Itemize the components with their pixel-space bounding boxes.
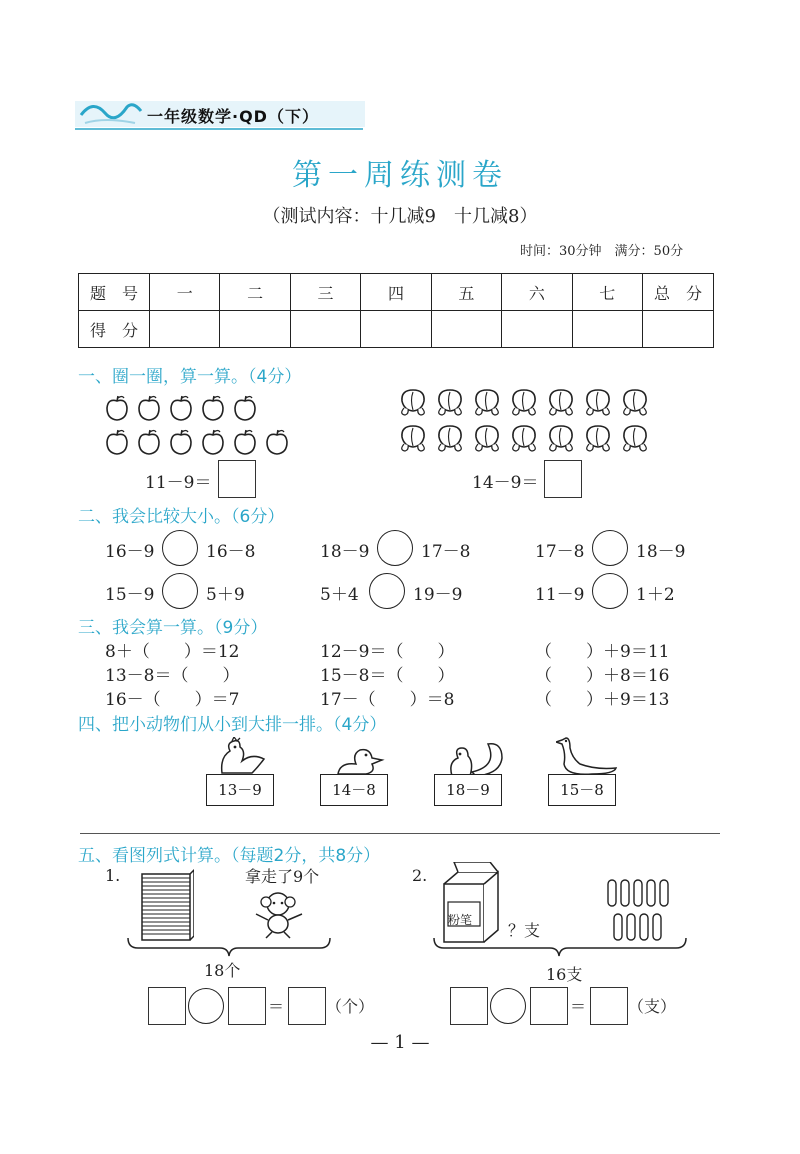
- peach-icon: [550, 390, 573, 415]
- monkey-icon: [250, 890, 310, 940]
- eq-11-9: 11－9＝: [145, 473, 212, 493]
- equals-sign: ＝: [570, 997, 587, 1016]
- equals-sign: ＝: [268, 997, 285, 1016]
- answer-box[interactable]: [450, 987, 488, 1025]
- apple-icon: [107, 396, 127, 420]
- answer-box[interactable]: [228, 987, 266, 1025]
- answer-box[interactable]: [590, 987, 628, 1025]
- operator-circle[interactable]: [188, 988, 224, 1024]
- score-table-header-row: [79, 274, 714, 311]
- fill-blank-item[interactable]: 12－9＝（ ）: [320, 642, 455, 662]
- score-header-cell: 五: [431, 274, 501, 311]
- page-subtitle: （测试内容：十几减9 十几减8）: [262, 206, 538, 227]
- score-cell[interactable]: [150, 311, 220, 348]
- problem-2-number: 2.: [412, 866, 428, 885]
- apple-icon: [171, 396, 191, 420]
- peaches-group: [395, 382, 665, 454]
- compare-left: 18－9: [320, 542, 370, 562]
- problem-2-total: 16支: [546, 965, 583, 984]
- apple-icon: [107, 430, 127, 454]
- apple-icon: [139, 396, 159, 420]
- score-table-score-row: [79, 311, 714, 348]
- time-score-info: 时间：30分钟 满分：50分: [520, 244, 684, 259]
- compare-right: 1＋2: [636, 585, 675, 605]
- unit-label: （个）: [326, 997, 375, 1016]
- score-header-cell: 二: [220, 274, 290, 311]
- apple-icon: [203, 430, 223, 454]
- apple-icon: [267, 430, 287, 454]
- chalk-box-label: 粉笔: [448, 913, 473, 927]
- compare-left: 15－9: [105, 585, 155, 605]
- compare-right: 19－9: [413, 585, 463, 605]
- brace-2: [430, 936, 690, 960]
- peach-icon: [402, 426, 425, 451]
- score-header-cell: 四: [361, 274, 431, 311]
- peach-icon: [513, 426, 536, 451]
- section-1-heading: 一、圈一圈，算一算。（4分）: [78, 367, 302, 387]
- peach-icon: [624, 426, 647, 451]
- score-cell[interactable]: [220, 311, 290, 348]
- score-header-cell: 六: [502, 274, 572, 311]
- peach-icon: [439, 426, 462, 451]
- answer-box[interactable]: [148, 987, 186, 1025]
- apple-icon: [203, 396, 223, 420]
- score-header-cell: 七: [572, 274, 642, 311]
- peach-icon: [439, 390, 462, 415]
- score-cell[interactable]: [361, 311, 431, 348]
- fill-blank-item[interactable]: （ ）＋9＝13: [535, 690, 670, 710]
- answer-box[interactable]: [288, 987, 326, 1025]
- animal-card[interactable]: 18－9: [434, 774, 502, 806]
- score-cell[interactable]: [572, 311, 642, 348]
- score-cell[interactable]: [431, 311, 501, 348]
- apple-icon: [139, 430, 159, 454]
- compare-left: 11－9: [535, 585, 585, 605]
- score-cell[interactable]: [290, 311, 360, 348]
- fill-blank-item[interactable]: （ ）＋9＝11: [535, 642, 670, 662]
- animal-card[interactable]: 13－9: [206, 774, 274, 806]
- chalk-box-icon: [440, 862, 506, 946]
- fill-blank-item[interactable]: 15－8＝（ ）: [320, 666, 455, 686]
- operator-circle[interactable]: [490, 988, 526, 1024]
- book-stack-icon: [138, 868, 194, 942]
- answer-box[interactable]: [544, 460, 582, 498]
- peach-icon: [513, 390, 536, 415]
- compare-right: 17－8: [421, 542, 471, 562]
- score-header-cell: 三: [290, 274, 360, 311]
- section-2-heading: 二、我会比较大小。（6分）: [78, 507, 285, 527]
- brace-1: [124, 936, 334, 960]
- compare-circle[interactable]: [162, 573, 198, 609]
- duck-icon: [330, 744, 400, 778]
- peach-icon: [476, 390, 499, 415]
- compare-right: 16－8: [206, 542, 256, 562]
- compare-right: 18－9: [636, 542, 686, 562]
- goose-icon: [556, 734, 626, 778]
- peach-icon: [587, 390, 610, 415]
- compare-circle[interactable]: [592, 573, 628, 609]
- section-3-heading: 三、我会算一算。（9分）: [78, 618, 268, 638]
- squirrel-icon: [442, 736, 508, 778]
- animal-card[interactable]: 15－8: [548, 774, 616, 806]
- score-header-cell: 总 分: [643, 274, 714, 311]
- apples-group: [100, 392, 310, 462]
- section-divider: [80, 833, 720, 834]
- answer-box[interactable]: [218, 460, 256, 498]
- fill-blank-item[interactable]: 17－（ ）＝8: [320, 690, 455, 710]
- score-cell[interactable]: [502, 311, 572, 348]
- problem-2-question: ？支: [508, 921, 541, 940]
- unit-label: （支）: [628, 997, 677, 1016]
- compare-circle[interactable]: [369, 573, 405, 609]
- eq-14-9: 14－9＝: [472, 473, 539, 493]
- compare-circle[interactable]: [377, 530, 413, 566]
- answer-box[interactable]: [530, 987, 568, 1025]
- rooster-icon: [212, 737, 272, 777]
- score-cell[interactable]: [643, 311, 714, 348]
- peach-icon: [624, 390, 647, 415]
- problem-1-number: 1.: [105, 866, 121, 885]
- apple-icon: [235, 396, 255, 420]
- fill-blank-item[interactable]: （ ）＋8＝16: [535, 666, 670, 686]
- page-title: 第一周练测卷: [292, 158, 508, 193]
- compare-circle[interactable]: [592, 530, 628, 566]
- score-header-cell: 一: [150, 274, 220, 311]
- compare-left: 16－9: [105, 542, 155, 562]
- compare-left: 17－8: [535, 542, 585, 562]
- compare-left: 5＋4: [320, 585, 359, 605]
- peach-icon: [402, 390, 425, 415]
- score-table: [78, 273, 714, 348]
- problem-1-note: 拿走了9个: [245, 867, 320, 886]
- fill-blank-item[interactable]: 16－（ ）＝7: [105, 690, 240, 710]
- problem-1-total: 18个: [204, 961, 241, 980]
- peach-icon: [550, 426, 573, 451]
- apple-icon: [235, 430, 255, 454]
- score-row-label: 得 分: [79, 311, 150, 348]
- animal-card[interactable]: 14－8: [320, 774, 388, 806]
- compare-circle[interactable]: [162, 530, 198, 566]
- peach-icon: [476, 426, 499, 451]
- compare-right: 5＋9: [206, 585, 245, 605]
- peach-icon: [587, 426, 610, 451]
- page-number: — 1 —: [370, 1032, 430, 1053]
- header-title: 一年级数学·QD（下）: [147, 107, 319, 126]
- section-4-heading: 四、把小动物们从小到大排一排。（4分）: [78, 715, 387, 735]
- fill-blank-item[interactable]: 8＋（ ）＝12: [105, 642, 240, 662]
- section-5-heading: 五、看图列式计算。（每题2分，共8分）: [78, 846, 381, 866]
- fill-blank-item[interactable]: 13－8＝（ ）: [105, 666, 240, 686]
- score-header-cell: 题 号: [79, 274, 150, 311]
- apple-icon: [171, 430, 191, 454]
